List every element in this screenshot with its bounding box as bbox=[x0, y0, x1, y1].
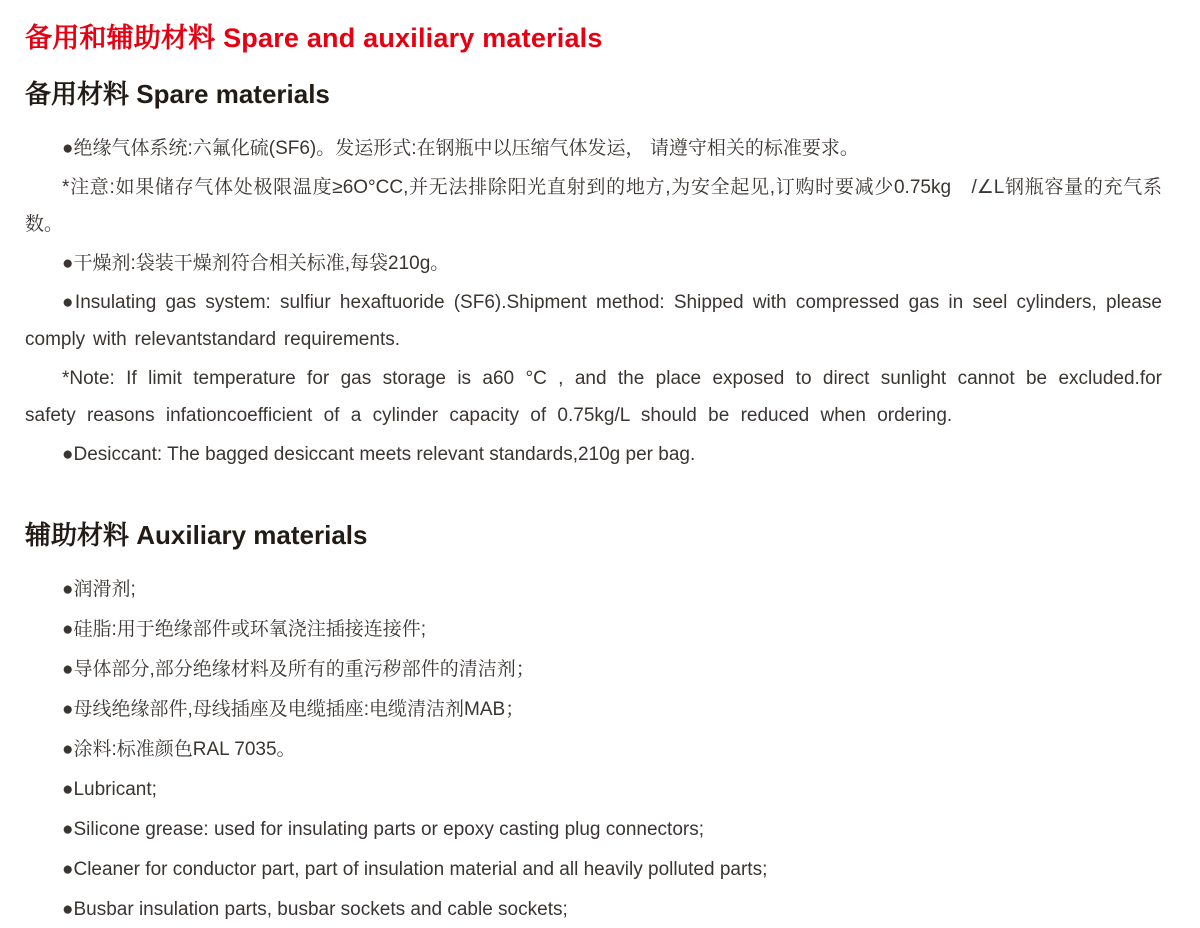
bullet-item-insulating-gas-en: ●Insulating gas system: sulfiur hexaftuoride (SF6).Shipment method: Shipped with compressed gas in seel cylinders, please comply with relevantstandard requirements. bbox=[25, 292, 1162, 350]
bullet-item-cleaner-cn: ●导体部分,部分绝缘材料及所有的重污秽部件的清洁剂； bbox=[62, 659, 535, 680]
section-auxiliary-materials bbox=[25, 519, 1162, 928]
bullet-item-silicone-grease-cn: ●硅脂:用于绝缘部件或环氧浇注插接连接件; bbox=[62, 619, 427, 640]
bullet-item-desiccant-cn: ●干燥剂:袋装干燥剂符合相关标准,每袋210g。 bbox=[62, 253, 450, 274]
section-spare-materials bbox=[25, 78, 1162, 473]
bullet-item-desiccant-en: ●Desiccant: The bagged desiccant meets relevant standards,210g per bag. bbox=[62, 444, 696, 465]
bullet-item-silicone-grease-en: ●Silicone grease: used for insulating parts or epoxy casting plug connectors; bbox=[62, 819, 705, 840]
bullet-item-lubricant-cn: ●润滑剂; bbox=[62, 579, 136, 600]
section-heading-spare: 备用材料 Spare materials bbox=[25, 79, 330, 109]
bullet-item-insulating-gas-cn: ●绝缘气体系统:六氟化硫(SF6)。发运形式:在钢瓶中以压缩气体发运， 请遵守相关的标准要求。 bbox=[62, 138, 859, 159]
note-paragraph-en: *Note: If limit temperature for gas storage is a60 °C , and the place exposed to direct sunlight cannot be excluded.for safety reasons infationcoefficient of a cylinder capacity of 0.75kg/L should be reduced when ordering. bbox=[25, 368, 1162, 426]
bullet-item-cleaner-en: ●Cleaner for conductor part, part of insulation material and all heavily polluted parts; bbox=[62, 859, 768, 880]
bullet-item-busbar-en: ●Busbar insulation parts, busbar sockets and cable sockets; bbox=[62, 899, 568, 920]
section-heading-auxiliary: 辅助材料 Auxiliary materials bbox=[25, 520, 368, 550]
note-paragraph-cn: *注意:如果储存气体处极限温度≥6O°CC,并无法排除阳光直射到的地方,为安全起见,订购时要减少0.75kg /∠L钢瓶容量的充气系数。 bbox=[25, 177, 1162, 235]
bullet-item-lubricant-en: ●Lubricant; bbox=[62, 779, 157, 800]
page-title: 备用和辅助材料 Spare and auxiliary materials bbox=[25, 23, 603, 53]
bullet-item-busbar-cn: ●母线绝缘部件,母线插座及电缆插座:电缆清洁剂MAB； bbox=[62, 699, 525, 720]
bullet-item-paint-cn: ●涂料:标准颜色RAL 7035。 bbox=[62, 739, 296, 760]
